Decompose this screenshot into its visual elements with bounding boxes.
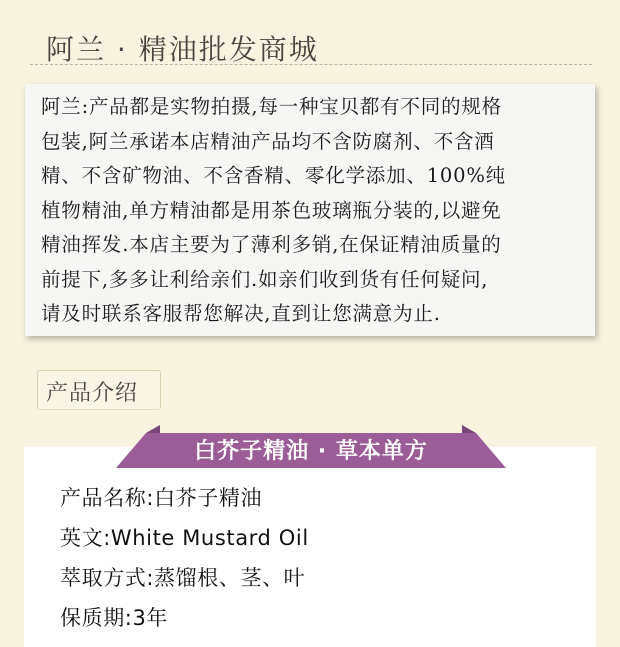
notice-line: 请及时联系客服帮您解决,直到让您满意为止. xyxy=(41,302,441,325)
ribbon-fold-right xyxy=(462,425,476,433)
notice-line: 精油挥发.本店主要为了薄利多销,在保证精油质量的 xyxy=(41,233,502,256)
ribbon-fold-left xyxy=(146,425,160,433)
shop-title: 阿兰 · 精油批发商城 xyxy=(46,33,319,66)
spec-row-name: 产品名称:白芥子精油 xyxy=(60,486,263,510)
notice-line: 阿兰:产品都是实物拍摄,每一种宝贝都有不同的规格 xyxy=(41,95,502,118)
product-spec-list xyxy=(60,484,309,644)
notice-line: 包装,阿兰承诺本店精油产品均不含防腐剂、不含酒 xyxy=(41,129,495,153)
notice-line: 植物精油,单方精油都是用茶色玻璃瓶分装的,以避免 xyxy=(41,198,502,222)
notice-line: 前提下,多多让利给亲们.如亲们收到货有任何疑问, xyxy=(41,267,489,291)
product-title: 白芥子精油 · 草本单方 xyxy=(194,439,428,464)
spec-row-shelf-life: 保质期:3年 xyxy=(60,606,169,630)
spec-row-english-name: 英文:White Mustard Oil xyxy=(60,526,309,550)
section-tab-label: 产品介绍 xyxy=(46,381,139,406)
notice-line: 精、不含矿物油、不含香精、零化学添加、100%纯 xyxy=(41,164,506,187)
spec-row-extraction: 萃取方式:蒸馏根、茎、叶 xyxy=(60,566,306,590)
